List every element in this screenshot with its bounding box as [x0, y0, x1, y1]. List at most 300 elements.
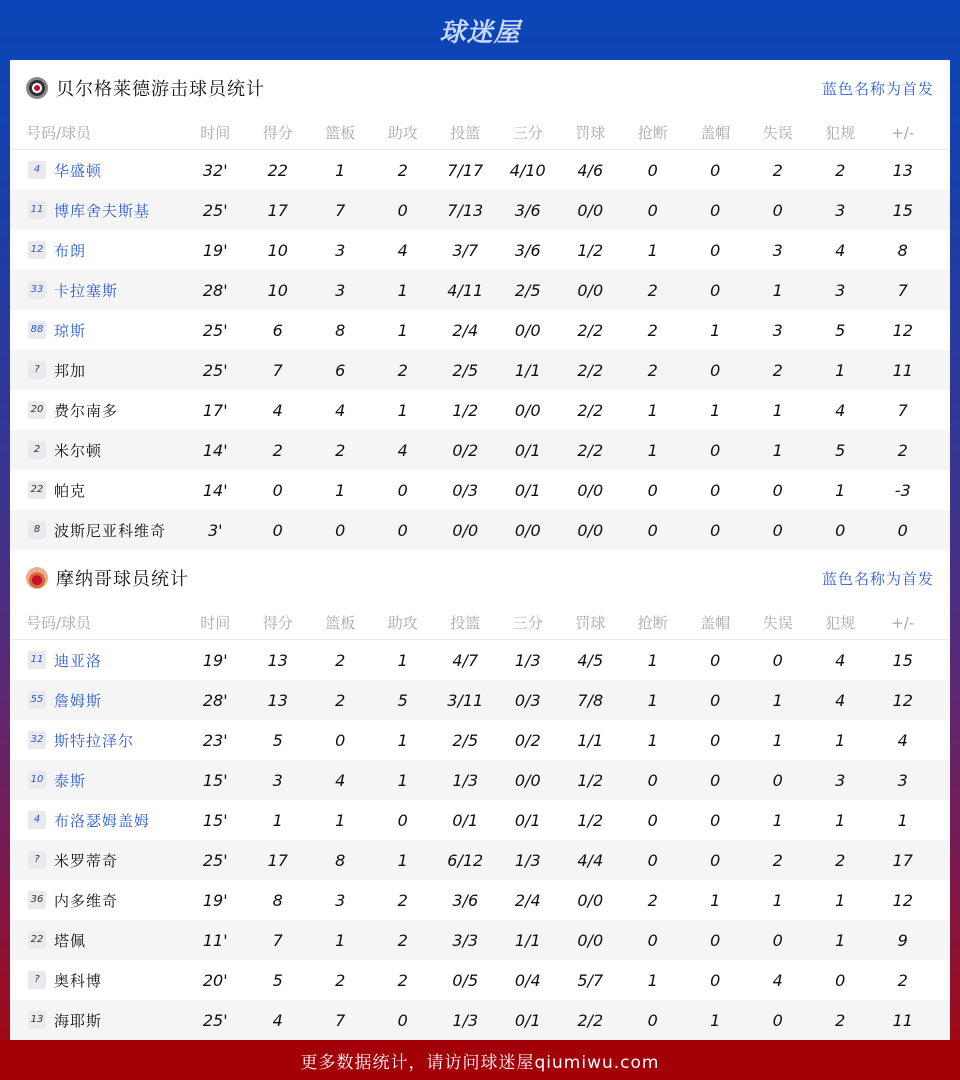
stat-cell: 0 — [397, 520, 408, 540]
player-row[interactable] — [10, 430, 950, 470]
stat-cell: 4/6 — [577, 160, 604, 180]
stat-cell: 1 — [897, 810, 908, 830]
player-name[interactable]: 米尔顿 — [54, 441, 103, 460]
stat-cell: 2/4 — [514, 890, 541, 910]
column-header: 篮板 — [325, 614, 356, 632]
stat-cell: 0/1 — [514, 1010, 541, 1030]
jersey-number: 13 — [28, 1011, 46, 1029]
column-header: 助攻 — [387, 124, 418, 142]
stat-cell: 1 — [647, 970, 658, 990]
stat-cell: 0/5 — [452, 970, 479, 990]
column-header: 抢断 — [637, 614, 668, 632]
stat-cell: 1 — [772, 690, 783, 710]
stat-cell: 0 — [647, 520, 658, 540]
stat-cell: 2 — [897, 440, 908, 460]
player-cell — [10, 690, 184, 711]
stat-cell: 7 — [272, 930, 283, 950]
footer-banner[interactable] — [0, 1040, 960, 1080]
stat-cell: 3/7 — [452, 240, 479, 260]
stat-cell: 28' — [202, 280, 228, 300]
stat-cell: 3 — [335, 890, 346, 910]
stat-cell: 4/4 — [577, 850, 604, 870]
column-header: 投篮 — [450, 614, 481, 632]
stat-cell: 0 — [710, 970, 721, 990]
stat-cell: 0 — [772, 200, 783, 220]
stat-cell: 2 — [772, 360, 783, 380]
stat-cell: 2 — [335, 440, 346, 460]
stat-cell: 23' — [202, 730, 228, 750]
player-name[interactable]: 波斯尼亚科维奇 — [54, 521, 167, 540]
starter-legend: 蓝色名称为首发 — [821, 79, 934, 98]
player-cell — [10, 480, 184, 501]
player-row[interactable] — [10, 720, 950, 760]
stat-cell: 5 — [835, 320, 846, 340]
player-cell — [10, 400, 184, 421]
stat-cell: 2/2 — [577, 320, 604, 340]
stat-cell: 1 — [835, 890, 846, 910]
stat-cell: 17 — [267, 850, 288, 870]
team-section-header — [10, 60, 950, 116]
stat-cell: 1/2 — [577, 770, 604, 790]
stat-cell: 0 — [710, 810, 721, 830]
stat-cell: 2/5 — [514, 280, 541, 300]
stat-cell: 19' — [202, 890, 228, 910]
player-cell — [10, 730, 184, 751]
stat-cell: 1 — [835, 360, 846, 380]
stat-cell: 1 — [335, 160, 346, 180]
stat-cell: 13 — [267, 650, 288, 670]
stat-cell: 0 — [272, 480, 283, 500]
stat-cell: 1/3 — [452, 1010, 479, 1030]
stat-cell: 11' — [202, 930, 228, 950]
player-row[interactable] — [10, 880, 950, 920]
jersey-number: 11 — [28, 201, 46, 219]
stat-cell: 0 — [710, 650, 721, 670]
stat-cell: 3/6 — [452, 890, 479, 910]
stat-cell: 2/2 — [577, 360, 604, 380]
stat-cell: 5/7 — [577, 970, 604, 990]
stat-cell: 12 — [892, 890, 913, 910]
player-name[interactable]: 迪亚洛 — [54, 651, 103, 670]
stat-cell: 1 — [397, 320, 408, 340]
stat-cell: 0 — [772, 520, 783, 540]
stat-cell: 8 — [897, 240, 908, 260]
stat-cell: 12 — [892, 690, 913, 710]
stat-cell: 2 — [335, 690, 346, 710]
stat-cell: 0 — [710, 360, 721, 380]
stat-cell: 3/3 — [452, 930, 479, 950]
stat-cell: 13 — [892, 160, 913, 180]
stat-cell: 4 — [835, 240, 846, 260]
stat-cell: 15' — [202, 770, 228, 790]
stat-cell: 0/0 — [577, 480, 604, 500]
stat-cell: 2/2 — [577, 1010, 604, 1030]
player-cell — [10, 970, 184, 991]
column-header: 犯规 — [825, 614, 856, 632]
stat-cell: 3 — [897, 770, 908, 790]
stat-cell: 0 — [647, 1010, 658, 1030]
stat-cell: 0 — [710, 200, 721, 220]
player-name[interactable]: 塔佩 — [54, 931, 87, 950]
stat-cell: 0/1 — [514, 440, 541, 460]
stat-cell: 0 — [772, 930, 783, 950]
stat-cell: 5 — [272, 730, 283, 750]
stat-cell: 0 — [710, 440, 721, 460]
stat-cell: 0/2 — [452, 440, 479, 460]
stat-cell: 0/1 — [514, 480, 541, 500]
jersey-number: 36 — [28, 891, 46, 909]
player-cell — [10, 320, 184, 341]
stat-cell: 3' — [207, 520, 223, 540]
stat-cell: 1 — [335, 930, 346, 950]
stat-cell: 2/2 — [577, 440, 604, 460]
player-row[interactable] — [10, 310, 950, 350]
stat-cell: 1/3 — [514, 850, 541, 870]
player-name[interactable]: 博库舍夫斯基 — [54, 201, 151, 220]
stat-cell: 3 — [772, 240, 783, 260]
jersey-number: 4 — [28, 811, 46, 829]
stat-cell: 2 — [835, 160, 846, 180]
stat-cell: 1 — [647, 240, 658, 260]
stat-cell: 1 — [772, 280, 783, 300]
partizan-crest-icon — [26, 77, 48, 99]
starter-legend: 蓝色名称为首发 — [821, 569, 934, 588]
stat-cell: 1 — [772, 730, 783, 750]
player-name[interactable]: 卡拉塞斯 — [54, 281, 119, 300]
stat-cell: 1 — [772, 400, 783, 420]
stat-cell: 0/0 — [514, 770, 541, 790]
stat-cell: 1 — [835, 730, 846, 750]
stat-cell: 6 — [272, 320, 283, 340]
stat-cell: 1 — [835, 480, 846, 500]
stat-cell: -3 — [894, 480, 911, 500]
player-row[interactable] — [10, 960, 950, 1000]
jersey-number: 12 — [28, 241, 46, 259]
stat-cell: 1 — [397, 770, 408, 790]
stat-cell: 4 — [335, 400, 346, 420]
stat-cell: 3 — [335, 240, 346, 260]
player-row[interactable] — [10, 920, 950, 960]
stat-cell: 4 — [835, 650, 846, 670]
stat-cell: 3 — [835, 280, 846, 300]
player-row[interactable] — [10, 190, 950, 230]
team-name: 摩纳哥球员统计 — [56, 569, 189, 590]
stat-cell: 0 — [710, 850, 721, 870]
stat-cell: 15' — [202, 810, 228, 830]
column-header: 盖帽 — [700, 124, 731, 142]
stat-cell: 1 — [772, 890, 783, 910]
stat-cell: 1 — [772, 440, 783, 460]
stat-cell: 0 — [772, 480, 783, 500]
column-header: +/- — [891, 613, 915, 632]
player-name[interactable]: 泰斯 — [54, 771, 87, 790]
stat-cell: 7 — [897, 280, 908, 300]
stat-cell: 2 — [397, 890, 408, 910]
player-cell — [10, 850, 184, 871]
player-name[interactable]: 奥科博 — [54, 971, 103, 990]
stat-cell: 0 — [647, 200, 658, 220]
player-cell — [10, 770, 184, 791]
stat-cell: 1 — [397, 280, 408, 300]
stat-cell: 2 — [835, 1010, 846, 1030]
stat-cell: 0 — [397, 200, 408, 220]
stat-cell: 1 — [647, 440, 658, 460]
stat-cell: 0/0 — [514, 320, 541, 340]
player-cell — [10, 240, 184, 261]
team-section-header — [10, 550, 950, 606]
stat-cell: 0/0 — [452, 520, 479, 540]
stat-cell: 25' — [202, 320, 228, 340]
player-cell — [10, 160, 184, 181]
player-name[interactable]: 琼斯 — [54, 321, 87, 340]
stat-cell: 2 — [335, 650, 346, 670]
jersey-number: 22 — [28, 931, 46, 949]
jersey-number: 2 — [28, 441, 46, 459]
stat-cell: 0/0 — [577, 280, 604, 300]
team-section — [10, 550, 950, 1040]
column-header: 抢断 — [637, 124, 668, 142]
stat-cell: 2 — [335, 970, 346, 990]
player-name[interactable]: 海耶斯 — [54, 1011, 103, 1030]
stat-cell: 1/3 — [514, 650, 541, 670]
stat-cell: 1/3 — [452, 770, 479, 790]
stat-cell: 2 — [397, 360, 408, 380]
table-header-row — [10, 606, 950, 640]
stat-cell: 1 — [397, 850, 408, 870]
stat-cell: 0 — [335, 520, 346, 540]
player-cell — [10, 360, 184, 381]
jersey-number: 33 — [28, 281, 46, 299]
stat-cell: 5 — [835, 440, 846, 460]
stat-cell: 3 — [772, 320, 783, 340]
column-header: 三分 — [512, 124, 543, 142]
stat-cell: 12 — [892, 320, 913, 340]
stat-cell: 1/1 — [577, 730, 604, 750]
stat-cell: 0/3 — [452, 480, 479, 500]
stat-cell: 4/7 — [452, 650, 479, 670]
stat-cell: 4/5 — [577, 650, 604, 670]
stat-cell: 4 — [272, 1010, 283, 1030]
stat-cell: 0/0 — [514, 520, 541, 540]
stat-cell: 4 — [897, 730, 908, 750]
stat-cell: 9 — [897, 930, 908, 950]
stat-cell: 1 — [835, 810, 846, 830]
stat-cell: 0 — [710, 690, 721, 710]
stat-cell: 17 — [267, 200, 288, 220]
stat-cell: 0 — [397, 1010, 408, 1030]
stat-cell: 8 — [272, 890, 283, 910]
jersey-number: 11 — [28, 651, 46, 669]
brand-logo: 球迷屋 — [439, 17, 521, 48]
stat-cell: 1/1 — [514, 360, 541, 380]
stat-cell: 0 — [272, 520, 283, 540]
stat-cell: 0/0 — [577, 200, 604, 220]
stat-cell: 0/2 — [514, 730, 541, 750]
stat-cell: 0 — [647, 850, 658, 870]
stat-cell: 2 — [772, 160, 783, 180]
stat-cell: 0/0 — [577, 520, 604, 540]
stat-cell: 1 — [335, 810, 346, 830]
column-header: 得分 — [262, 614, 293, 632]
stat-cell: 3 — [835, 770, 846, 790]
stat-cell: 3/11 — [447, 690, 484, 710]
team-name: 贝尔格莱德游击球员统计 — [56, 79, 265, 100]
player-name[interactable]: 布洛瑟姆盖姆 — [54, 811, 151, 830]
player-name[interactable]: 华盛顿 — [54, 161, 103, 180]
stat-cell: 1 — [647, 650, 658, 670]
column-header: 罚球 — [575, 124, 606, 142]
stats-panel — [10, 60, 950, 1040]
stat-cell: 13 — [267, 690, 288, 710]
column-header: 失误 — [762, 124, 793, 142]
stat-cell: 14' — [202, 440, 228, 460]
stat-cell: 0 — [835, 520, 846, 540]
stat-cell: 0 — [772, 1010, 783, 1030]
stat-cell: 4 — [272, 400, 283, 420]
stat-cell: 3/6 — [514, 240, 541, 260]
stat-cell: 0 — [397, 480, 408, 500]
stat-cell: 4 — [835, 690, 846, 710]
stat-cell: 0/0 — [577, 930, 604, 950]
stat-cell: 2 — [647, 890, 658, 910]
jersey-number: 55 — [28, 691, 46, 709]
jersey-number: ? — [28, 971, 46, 989]
stat-cell: 2 — [397, 930, 408, 950]
jersey-number: 8 — [28, 521, 46, 539]
stat-cell: 1 — [647, 730, 658, 750]
player-row[interactable] — [10, 640, 950, 680]
jersey-number: 4 — [28, 161, 46, 179]
column-header: 三分 — [512, 614, 543, 632]
player-row[interactable] — [10, 680, 950, 720]
stat-cell: 1 — [710, 320, 721, 340]
player-name[interactable]: 帕克 — [54, 481, 87, 500]
stat-cell: 2/2 — [577, 400, 604, 420]
player-row[interactable] — [10, 390, 950, 430]
stat-cell: 25' — [202, 360, 228, 380]
stat-cell: 1 — [272, 810, 283, 830]
stat-cell: 0 — [710, 520, 721, 540]
stat-cell: 1 — [710, 890, 721, 910]
team-section — [10, 60, 950, 550]
player-cell — [10, 520, 184, 541]
player-row[interactable] — [10, 510, 950, 550]
stat-cell: 7 — [335, 1010, 346, 1030]
stat-cell: 0 — [710, 240, 721, 260]
stat-cell: 0 — [710, 480, 721, 500]
stat-cell: 2 — [397, 970, 408, 990]
player-name[interactable]: 布朗 — [54, 241, 87, 260]
stat-cell: 0 — [647, 160, 658, 180]
player-name[interactable]: 内多维奇 — [54, 891, 119, 910]
stat-cell: 0/3 — [514, 690, 541, 710]
table-header-row — [10, 116, 950, 150]
player-row[interactable] — [10, 1000, 950, 1040]
column-header: 失误 — [762, 614, 793, 632]
stat-cell: 2/5 — [452, 360, 479, 380]
player-row[interactable] — [10, 230, 950, 270]
stat-cell: 0 — [647, 770, 658, 790]
stat-cell: 7/13 — [447, 200, 484, 220]
stat-cell: 11 — [892, 360, 913, 380]
stat-cell: 7 — [335, 200, 346, 220]
column-header: 罚球 — [575, 614, 606, 632]
stat-cell: 7/8 — [577, 690, 604, 710]
column-header: +/- — [891, 123, 915, 142]
stat-cell: 2 — [772, 850, 783, 870]
column-header: 时间 — [200, 614, 231, 632]
player-row[interactable] — [10, 350, 950, 390]
player-row[interactable] — [10, 150, 950, 190]
player-row[interactable] — [10, 840, 950, 880]
stat-cell: 1 — [710, 1010, 721, 1030]
footer-link-text[interactable]: 更多数据统计，请访问球迷屋qiumiwu.com — [300, 1052, 660, 1073]
stat-cell: 4 — [335, 770, 346, 790]
stat-cell: 15 — [892, 650, 913, 670]
stat-cell: 2 — [397, 160, 408, 180]
stat-cell: 0 — [335, 730, 346, 750]
player-name[interactable]: 费尔南多 — [54, 401, 119, 420]
column-header: 得分 — [262, 124, 293, 142]
stat-cell: 7 — [272, 360, 283, 380]
player-name[interactable]: 邦加 — [54, 361, 87, 380]
stat-cell: 0 — [710, 930, 721, 950]
stat-cell: 1/2 — [577, 810, 604, 830]
stat-cell: 4 — [772, 970, 783, 990]
stat-cell: 4 — [397, 440, 408, 460]
stat-cell: 14' — [202, 480, 228, 500]
player-cell — [10, 1010, 184, 1031]
stat-cell: 3 — [835, 200, 846, 220]
player-cell — [10, 200, 184, 221]
stat-cell: 2 — [647, 280, 658, 300]
stat-cell: 1/2 — [577, 240, 604, 260]
stat-cell: 0 — [835, 970, 846, 990]
stat-cell: 3/6 — [514, 200, 541, 220]
jersey-number: 32 — [28, 731, 46, 749]
stat-cell: 25' — [202, 1010, 228, 1030]
column-header: 号码/球员 — [26, 124, 92, 142]
stat-cell: 1 — [772, 810, 783, 830]
column-header: 号码/球员 — [26, 614, 92, 632]
column-header: 投篮 — [450, 124, 481, 142]
column-header: 盖帽 — [700, 614, 731, 632]
stat-cell: 4/11 — [447, 280, 484, 300]
stat-cell: 1/1 — [514, 930, 541, 950]
player-row[interactable] — [10, 760, 950, 800]
player-stats-table — [10, 116, 950, 550]
player-name[interactable]: 詹姆斯 — [54, 691, 103, 710]
stat-cell: 32' — [202, 160, 228, 180]
player-row[interactable] — [10, 270, 950, 310]
stat-cell: 0 — [772, 770, 783, 790]
jersey-number: 10 — [28, 771, 46, 789]
player-row[interactable] — [10, 470, 950, 510]
stat-cell: 7/17 — [447, 160, 484, 180]
stat-cell: 19' — [202, 650, 228, 670]
stat-cell: 8 — [335, 850, 346, 870]
stat-cell: 1 — [647, 690, 658, 710]
player-name[interactable]: 米罗蒂奇 — [54, 851, 119, 870]
stat-cell: 4/10 — [509, 160, 546, 180]
player-cell — [10, 810, 184, 831]
jersey-number: 88 — [28, 321, 46, 339]
stat-cell: 1 — [335, 480, 346, 500]
player-row[interactable] — [10, 800, 950, 840]
stat-cell: 15 — [892, 200, 913, 220]
jersey-number: 22 — [28, 481, 46, 499]
player-name[interactable]: 斯特拉泽尔 — [54, 731, 135, 750]
